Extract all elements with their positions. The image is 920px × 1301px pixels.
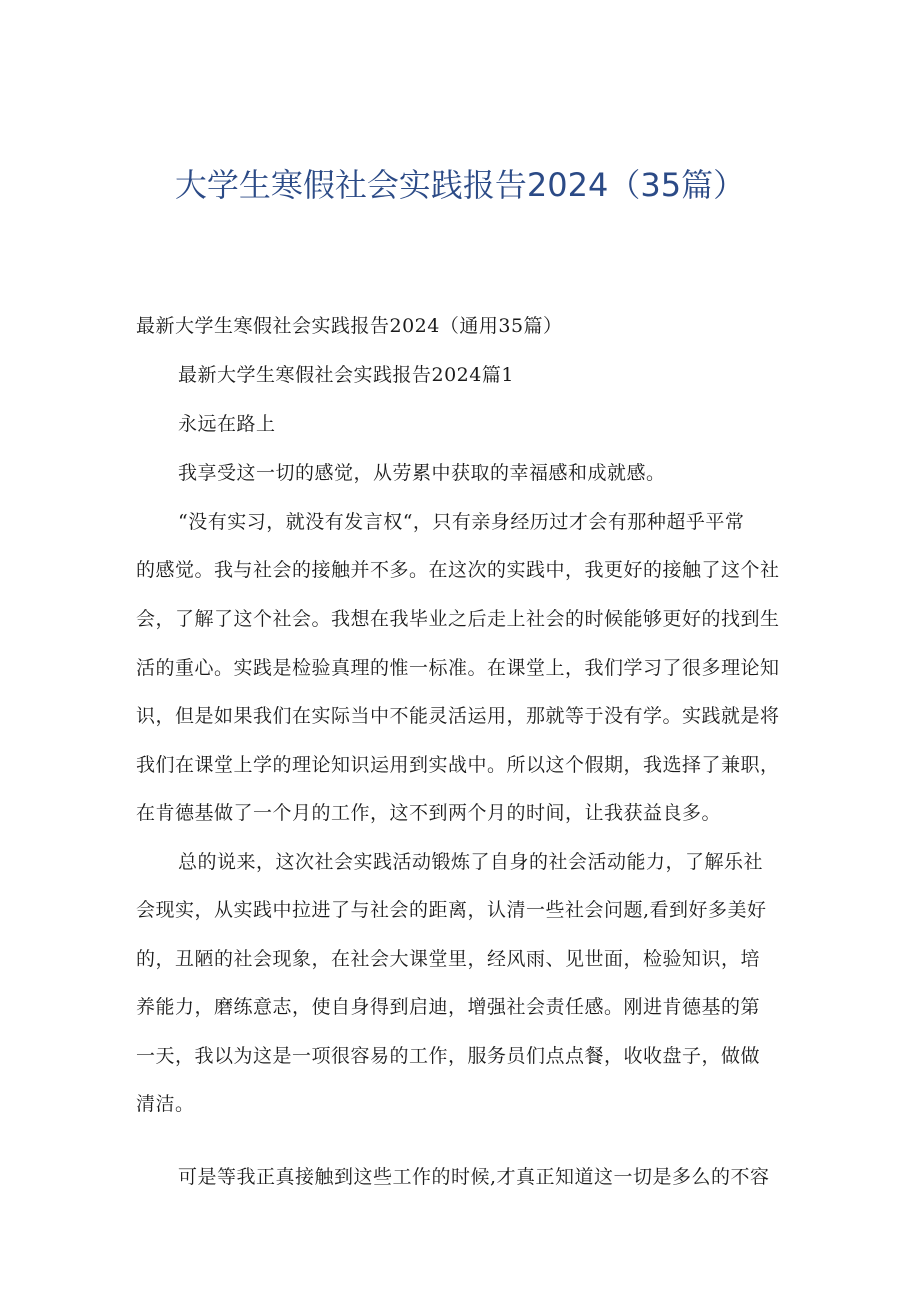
- document-subtitle: 最新大学生寒假社会实践报告2024（通用35篇）: [136, 315, 563, 337]
- body-line: 我们在课堂上学的理论知识运用到实战中。所以这个假期，我选择了兼职，: [136, 754, 780, 776]
- body-line: 会，了解了这个社会。我想在我毕业之后走上社会的时候能够更好的找到生: [136, 608, 780, 630]
- body-line: 在肯德基做了一个月的工作，这不到两个月的时间，让我获益良多。: [136, 802, 722, 824]
- body-line: 总的说来，这次社会实践活动锻炼了自身的社会活动能力，了解乐社: [178, 851, 764, 873]
- body-line: 养能力，磨练意志，使自身得到启迪，增强社会责任感。刚进肯德基的第: [136, 996, 761, 1018]
- body-line: 清洁。: [136, 1093, 195, 1115]
- document-title: 大学生寒假社会实践报告2024（35篇）: [174, 166, 746, 204]
- body-line: 可是等我正真接触到这些工作的时候,才真正知道这一切是多么的不容: [178, 1166, 770, 1188]
- essay-title: 永远在路上: [178, 413, 276, 435]
- body-line: 一天，我以为这是一项很容易的工作，服务员们点点餐，收收盘子，做做: [136, 1045, 761, 1067]
- body-line: 的，丑陋的社会现象，在社会大课堂里，经风雨、见世面，检验知识，培: [136, 948, 761, 970]
- body-line: “没有实习，就没有发言权“，只有亲身经历过才会有那种超乎平常: [178, 511, 745, 533]
- body-line: 会现实，从实践中拉进了与社会的距离，认清一些社会问题,看到好多美好: [136, 899, 767, 921]
- body-line: 我享受这一切的感觉，从劳累中获取的幸福感和成就感。: [178, 462, 666, 484]
- section-heading: 最新大学生寒假社会实践报告2024篇1: [178, 364, 514, 386]
- body-line: 识，但是如果我们在实际当中不能灵活运用，那就等于没有学。实践就是将: [136, 705, 780, 727]
- body-line: 活的重心。实践是检验真理的惟一标准。在课堂上，我们学习了很多理论知: [136, 657, 780, 679]
- body-line: 的感觉。我与社会的接触并不多。在这次的实践中，我更好的接触了这个社: [136, 559, 780, 581]
